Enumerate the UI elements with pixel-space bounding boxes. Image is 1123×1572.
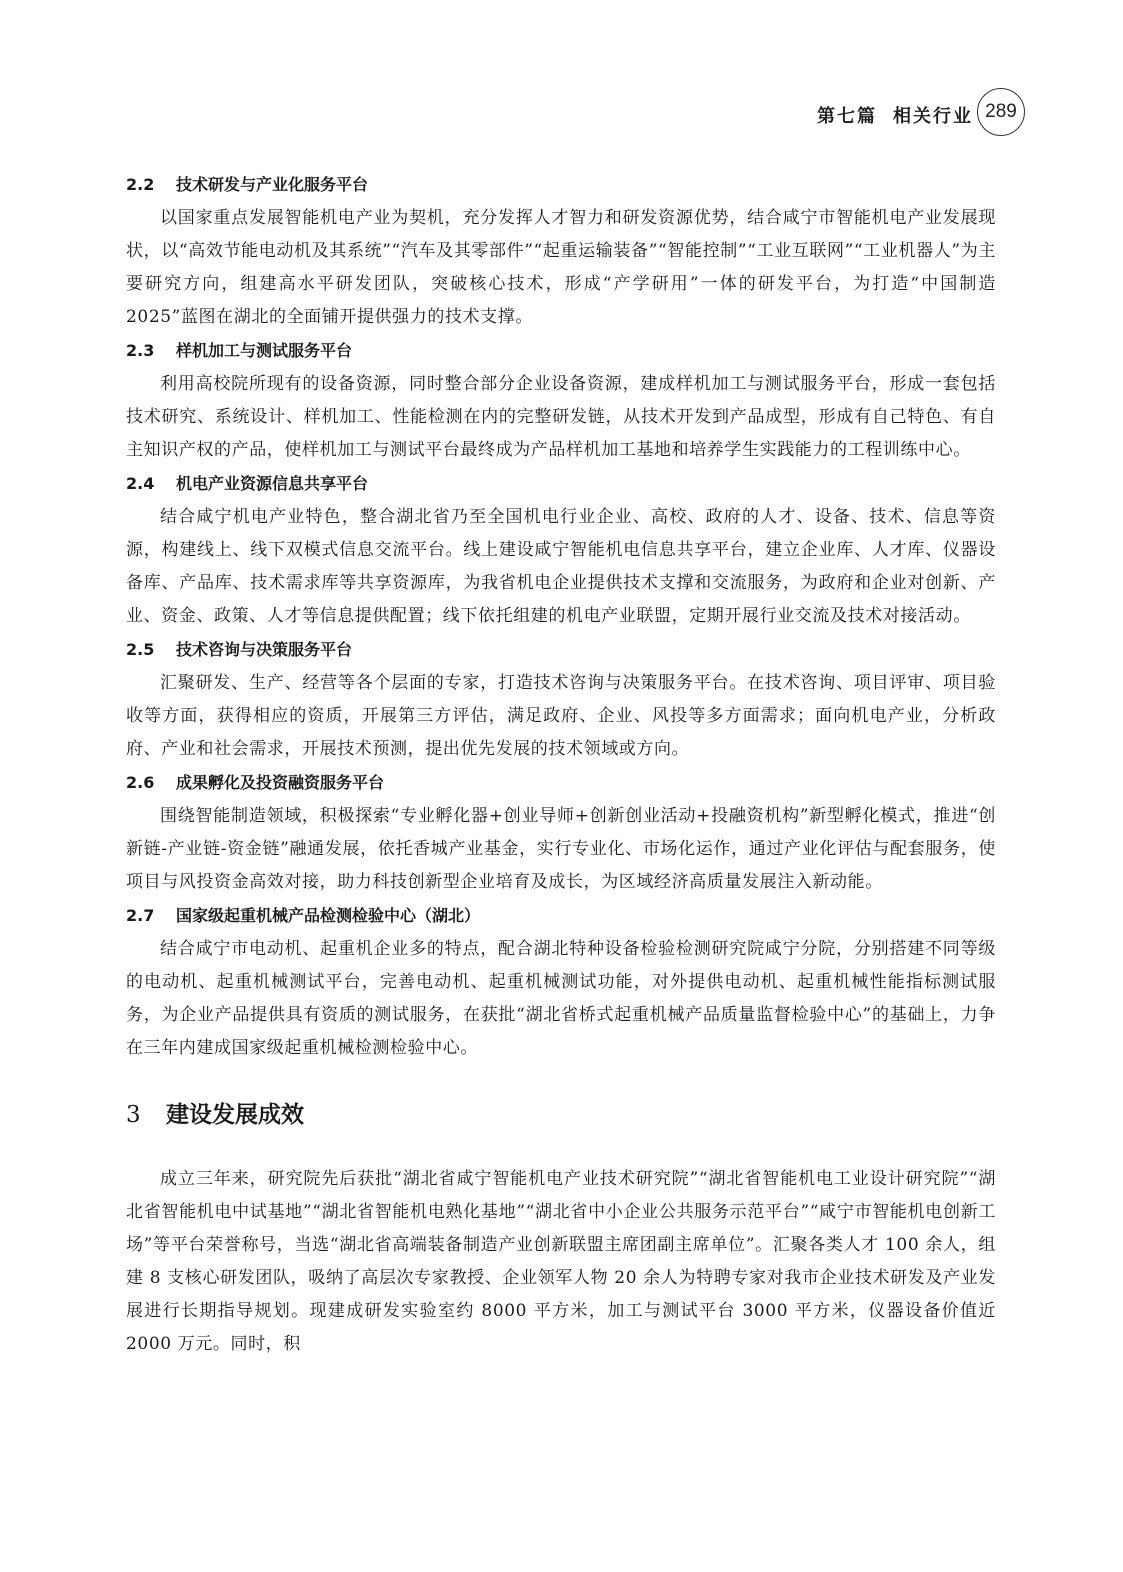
header-title: 相关行业 xyxy=(893,106,973,127)
section-paragraph: 结合咸宁机电产业特色，整合湖北省乃至全国机电行业企业、高校、政府的人才、设备、技术、信息等资源，构建线上、线下双模式信息交流平台。线上建设咸宁智能机电信息共享平台，建立企业库、人才库、仪器设备库、产品库、技术需求库等共享资源库，为我省机电企业提供技术支撑和交流服务，为政府和企业对创新、产业、资金、政策、人才等信息提供配置；线下依托组建的机电产业联盟，定期开展行业交流及技术对接活动。 xyxy=(126,507,996,626)
section-heading xyxy=(126,633,996,667)
running-header xyxy=(817,102,973,128)
section-2-2 xyxy=(126,168,996,334)
section-2-3 xyxy=(126,334,996,467)
section-number: 2.6 xyxy=(126,773,155,792)
section-title: 技术咨询与决策服务平台 xyxy=(176,640,353,659)
section-paragraph: 汇聚研发、生产、经营等各个层面的专家，打造技术咨询与决策服务平台。在技术咨询、项目评审、项目验收等方面，获得相应的资质，开展第三方评估，满足政府、企业、风投等多方面需求；面向机电产业，分析政府、产业和社会需求，开展技术预测，提出优先发展的技术领域或方向。 xyxy=(126,673,996,759)
section-title: 成果孵化及投资融资服务平台 xyxy=(176,773,385,792)
section-paragraph: 结合咸宁市电动机、起重机企业多的特点，配合湖北特种设备检验检测研究院咸宁分院，分别搭建不同等级的电动机、起重机械测试平台，完善电动机、起重机械测试功能，对外提供电动机、起重机械性能指标测试服务，为企业产品提供具有资质的测试服务，在获批“湖北省桥式起重机械产品质量监督检验中心”的基础上，力争在三年内建成国家级起重机械检测检验中心。 xyxy=(126,939,996,1058)
section-paragraph: 利用高校院所现有的设备资源，同时整合部分企业设备资源，建成样机加工与测试服务平台，形成一套包括技术研究、系统设计、样机加工、性能检测在内的完整研发链，从技术开发到产品成型，形成有自己特色、有自主知识产权的产品，使样机加工与测试平台最终成为产品样机加工基地和培养学生实践能力的工程训练中心。 xyxy=(126,374,996,460)
section-number: 2.5 xyxy=(126,640,155,659)
section-title: 技术研发与产业化服务平台 xyxy=(176,175,369,194)
section-heading xyxy=(126,899,996,933)
section-number: 2.7 xyxy=(126,906,155,925)
section-title: 机电产业资源信息共享平台 xyxy=(176,474,369,493)
section-2-5 xyxy=(126,633,996,766)
section-paragraph: 围绕智能制造领域，积极探索“专业孵化器+创业导师+创新创业活动+投融资机构”新型孵化模式，推进“创新链-产业链-资金链”融通发展，依托香城产业基金，实行专业化、市场化运作，通过产业化评估与配套服务，使项目与风投资金高效对接，助力科技创新型企业培育及成长，为区域经济高质量发展注入新动能。 xyxy=(126,806,996,892)
page-header xyxy=(0,80,1123,140)
section-heading xyxy=(126,467,996,501)
section-number: 2.4 xyxy=(126,474,155,493)
chapter-title: 建设发展成效 xyxy=(166,1101,304,1128)
chapter-paragraph: 成立三年来，研究院先后获批“湖北省咸宁智能机电产业技术研究院”“湖北省智能机电工业设计研究院”“湖北省智能机电中试基地”“湖北省智能机电熟化基地”“湖北省中小企业公共服务示范平台”“咸宁市智能机电创新工场”等平台荣誉称号，当选“湖北省高端装备制造产业创新联盟主席团副主席单位”。汇聚各类人才 100 余人，组建 8 支核心研发团队，吸纳了高层次专家教授、企业领军人物 20 余人为特聘专家对我市企业技术研发及产业发展进行长期指导规划。现建成研发实验室约 8000 平方米，加工与测试平台 3000 平方米，仪器设备价值近 2000 万元。同时，积 xyxy=(126,1169,996,1354)
chapter-3 xyxy=(126,1095,996,1361)
main-content xyxy=(126,168,996,1361)
page-number-badge: 289 xyxy=(977,88,1025,136)
chapter-heading xyxy=(126,1095,996,1135)
section-2-7 xyxy=(126,899,996,1065)
section-title: 国家级起重机械产品检测检验中心（湖北） xyxy=(176,906,481,925)
section-heading xyxy=(126,334,996,368)
section-2-4 xyxy=(126,467,996,633)
section-number: 2.2 xyxy=(126,175,155,194)
section-title: 样机加工与测试服务平台 xyxy=(176,341,353,360)
header-part: 第七篇 xyxy=(817,106,877,127)
section-2-6 xyxy=(126,766,996,899)
section-number: 2.3 xyxy=(126,341,155,360)
section-heading xyxy=(126,168,996,202)
chapter-number: 3 xyxy=(126,1102,141,1128)
section-paragraph: 以国家重点发展智能机电产业为契机，充分发挥人才智力和研发资源优势，结合咸宁市智能机电产业发展现状，以“高效节能电动机及其系统”“汽车及其零部件”“起重运输装备”“智能控制”“工业互联网”“工业机器人”为主要研究方向，组建高水平研发团队，突破核心技术，形成“产学研用”一体的研发平台，为打造“中国制造 2025”蓝图在湖北的全面铺开提供强力的技术支撑。 xyxy=(126,208,996,327)
section-heading xyxy=(126,766,996,800)
